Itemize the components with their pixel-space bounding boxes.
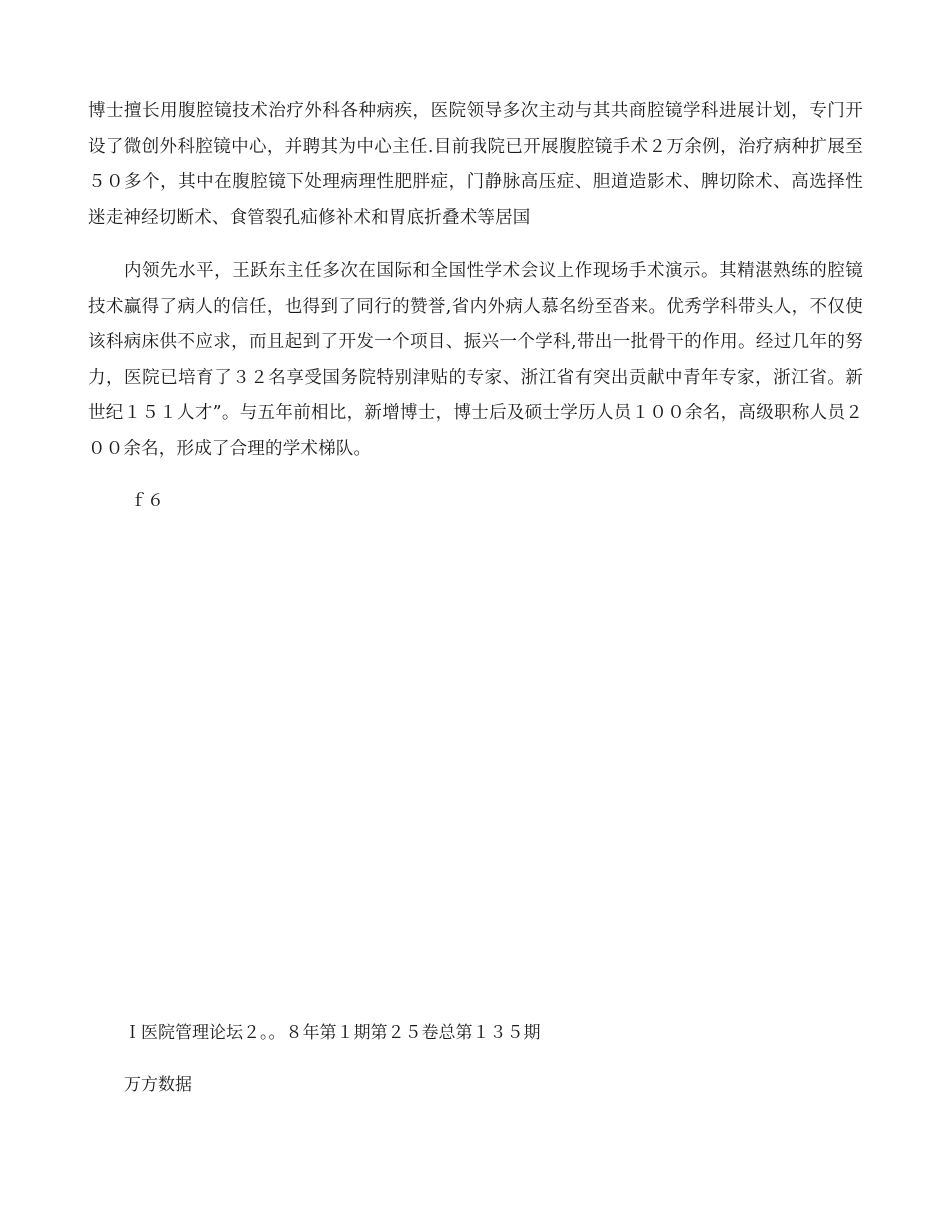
footer-journal-info: Ｉ医院管理论坛２。。８年第１期第２５卷总第１３５期 [124, 1023, 541, 1043]
footer-source: 万方数据 [124, 1075, 192, 1095]
body-paragraph-2: 内领先水平，王跃东主任多次在国际和全国性学术会议上作现场手术演示。其精湛熟练的腔镜技术赢得了病人的信任，也得到了同行的赞誉,省内外病人慕名纷至沓来。优秀学科带头人，不仅使该科病床供不应求，而且起到了开发一个项目、振兴一个学科,带出一批骨干的作用。经过几年的努力，医院已培育了３２名享受国务院特别津贴的专家、浙江省有突出贡献中青年专家，浙江省。新世纪１５１人才”。与五年前相比，新增博士，博士后及硕士学历人员１００余名，高级职称人员２００余名，形成了合理的学术梯队。 [88, 261, 863, 459]
body-paragraph-3: ｆ６ [130, 491, 164, 511]
body-paragraph-1: 博士擅长用腹腔镜技术治疗外科各种病疾，医院领导多次主动与其共商腔镜学科进展计划，专门开设了微创外科腔镜中心，并聘其为中心主任.目前我院已开展腹腔镜手术２万余例，治疗病种扩展至５０多个，其中在腹腔镜下处理病理性肥胖症，门静脉高压症、胆道造影术、脾切除术、高选择性迷走神经切断术、食管裂孔疝修补术和胃底折叠术等居国 [88, 101, 863, 228]
